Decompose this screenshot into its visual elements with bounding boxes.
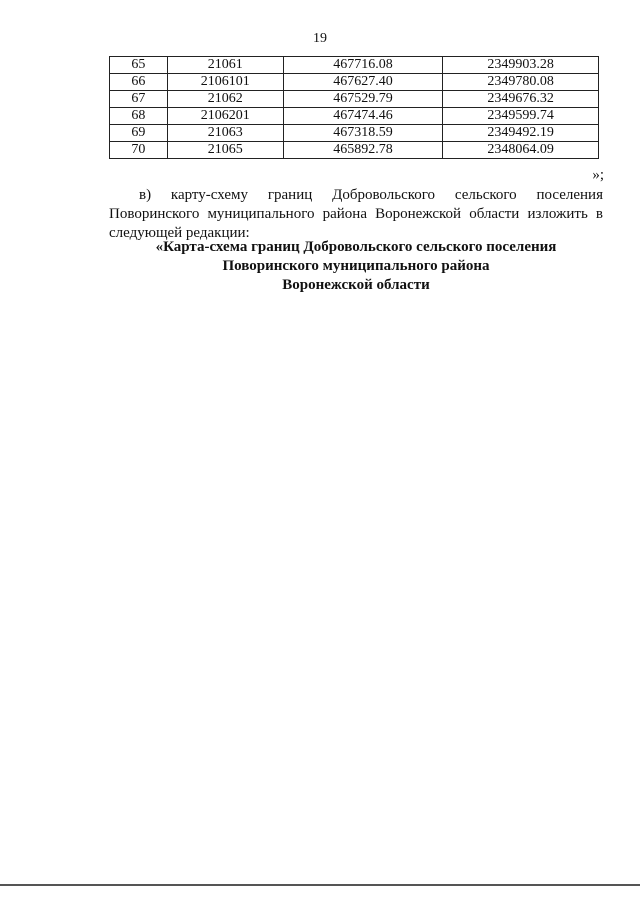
table-row [110, 91, 599, 108]
y-coordinate-cell: 2349676.32 [443, 91, 599, 108]
table-row [110, 142, 599, 159]
point-id-cell: 2106201 [167, 108, 283, 125]
map-title-line-2: Поворинского муниципального района [222, 258, 490, 274]
point-number-cell: 65 [110, 57, 168, 74]
y-coordinate-cell: 2348064.09 [443, 142, 599, 159]
y-coordinate-cell: 2349492.19 [443, 125, 599, 142]
point-number-cell: 67 [110, 91, 168, 108]
y-coordinate-cell: 2349599.74 [443, 108, 599, 125]
x-coordinate-cell: 467318.59 [283, 125, 443, 142]
x-coordinate-cell: 467474.46 [283, 108, 443, 125]
point-number-cell: 68 [110, 108, 168, 125]
point-number-cell: 66 [110, 74, 168, 91]
map-title [109, 238, 603, 295]
coordinates-table-body [110, 57, 599, 159]
x-coordinate-cell: 467716.08 [283, 57, 443, 74]
table-row [110, 125, 599, 142]
point-number-cell: 70 [110, 142, 168, 159]
point-id-cell: 2106101 [167, 74, 283, 91]
point-id-cell: 21061 [167, 57, 283, 74]
table-row [110, 108, 599, 125]
y-coordinate-cell: 2349903.28 [443, 57, 599, 74]
y-coordinate-cell: 2349780.08 [443, 74, 599, 91]
table-row [110, 74, 599, 91]
x-coordinate-cell: 467627.40 [283, 74, 443, 91]
point-id-cell: 21063 [167, 125, 283, 142]
table-row [110, 57, 599, 74]
bottom-divider [0, 884, 640, 886]
point-id-cell: 21062 [167, 91, 283, 108]
x-coordinate-cell: 465892.78 [283, 142, 443, 159]
page-number: 19 [313, 31, 327, 46]
x-coordinate-cell: 467529.79 [283, 91, 443, 108]
point-id-cell: 21065 [167, 142, 283, 159]
map-title-line-1: «Карта-схема границ Добровольского сельского поселения [155, 239, 557, 255]
coordinates-table [109, 56, 599, 159]
closing-quote-mark: »; [592, 167, 604, 183]
map-title-line-3: Воронежской области [282, 277, 430, 293]
point-number-cell: 69 [110, 125, 168, 142]
body-paragraph: в) карту-схему границ Добровольского сельского поселения Поворинского муниципального района Воронежской области изложить в следующей редакции: [109, 187, 603, 241]
